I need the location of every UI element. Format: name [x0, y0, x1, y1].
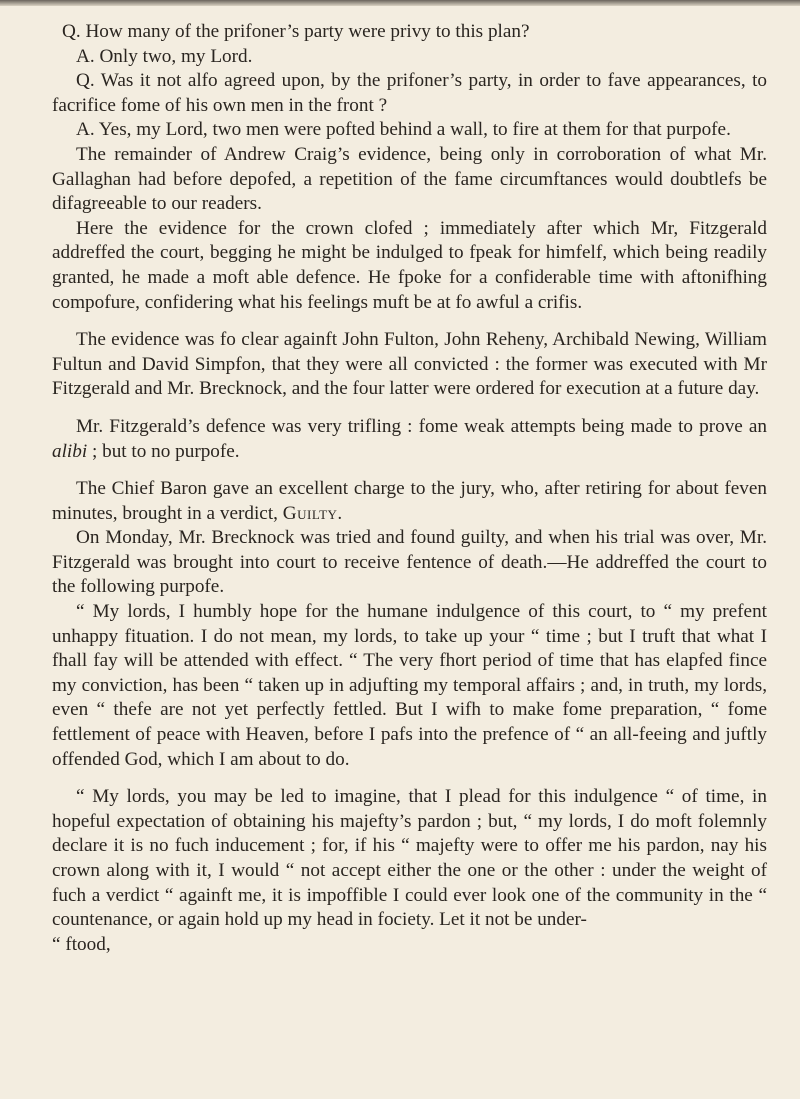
document-page — [52, 20, 767, 957]
answer-two-men-posted: A. Yes, my Lord, two men were pofted behind a wall, to fire at them for that purpofe. — [76, 119, 731, 141]
speech-paragraph-2: “ My lords, you may be led to imagine, that I plead for this indulgence “ of time, in hopeful expectation of obtaining his majefty’s pardon ; but, “ my lords, I do moft folemnly declare it is no fuch inducement ; for, if his “ majefty were to offer me his pardon, nay his crown along with it, I would “ not accept either the one or the other : under the weight of fuch a verdict “ againft me, it is impoffible I could ever look one of the community in the “ countenance, or again hold up my head in fociety. Let it not be under- — [52, 786, 767, 931]
speech-paragraph-1: “ My lords, I humbly hope for the humane indulgence of this court, to “ my prefent unhappy fituation. I do not mean, my lords, to take up your “ time ; but I truft that what I fhall fay will be attended with effect. “ The very fhort period of time that has elapfed fince my conviction, has been “ taken up in adjufting my temporal affairs ; and, in truth, my lords, even “ thefe are not yet perfectly fettled. But I wifh to make fome preparation, “ fome fettlement of peace with Heaven, before I pafs into the prefence of “ an all-feeing and juftly offended God, which I am about to do. — [52, 601, 767, 770]
charge-text: The Chief Baron gave an excellent charge to the jury, who, after retiring for about feven minutes, brought in a verdict, — [52, 478, 767, 524]
page-top-edge — [0, 0, 800, 6]
alibi-text-start: Mr. Fitzgerald’s defence was very trifling : fome weak attempts being made to prove an — [76, 415, 767, 437]
paragraph-chief-baron-charge — [52, 477, 767, 526]
verdict-guilty: Guilty. — [282, 502, 343, 524]
question-privy-plan: Q. How many of the prifoner’s party were privy to this plan? — [62, 21, 530, 42]
alibi-word: alibi — [52, 440, 88, 462]
paragraph-brecknock-trial: On Monday, Mr. Brecknock was tried and found guilty, and when his trial was over, Mr. Fitzgerald was brought into court to receive fentence of death.—He addreffed the court to the following purpofe. — [52, 527, 767, 598]
paragraph-alibi — [52, 415, 767, 464]
alibi-text-end: ; but to no purpofe. — [87, 440, 240, 462]
question-sacrifice-men: Q. Was it not alfo agreed upon, by the prifoner’s party, in order to fave appearances, to facrifice fome of his own men in the front ? — [52, 70, 767, 116]
answer-only-two: A. Only two, my Lord. — [76, 45, 253, 67]
catchword: “ ftood, — [52, 933, 111, 955]
paragraph-convictions: The evidence was fo clear againft John Fulton, John Reheny, Archibald Newing, William Fultun and David Simpfon, that they were all convicted : the former was executed with Mr Fitzgerald and Mr. Brecknock, and the four latter were ordered for execution at a future day. — [52, 329, 767, 400]
paragraph-fitzgerald-defence: Here the evidence for the crown clofed ; immediately after which Mr, Fitzgerald addreffed the court, begging he might be indulged to fpeak for himfelf, which being readily granted, he made a moft able defence. He fpoke for a confiderable time with aftonifhing compofure, confidering what his feelings muft be at fo awful a crifis. — [52, 217, 767, 313]
paragraph-craig-evidence: The remainder of Andrew Craig’s evidence, being only in corroboration of what Mr. Gallaghan had before depofed, a repetition of the fame circumftances would doubtlefs be difagreeable to our readers. — [52, 143, 767, 215]
